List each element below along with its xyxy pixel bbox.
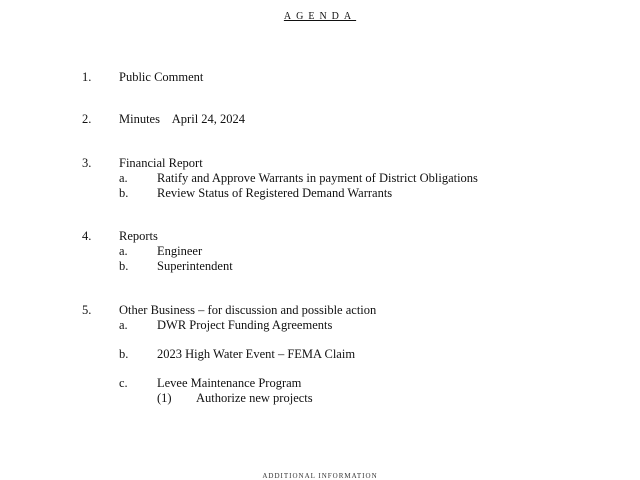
- subitem-fema-claim: 2023 High Water Event – FEMA Claim: [157, 347, 356, 361]
- item-heading-reports: Reports: [119, 229, 158, 243]
- subitem-review-warrants: Review Status of Registered Demand Warrants: [157, 186, 393, 200]
- item-heading-financial-report: Financial Report: [119, 156, 203, 170]
- subsubitem-authorize-projects: Authorize new projects: [196, 391, 313, 405]
- item-number: 5.: [82, 303, 92, 317]
- subitem-letter: c.: [119, 376, 128, 390]
- subitem-letter: a.: [119, 171, 128, 185]
- subitem-levee-maintenance: Levee Maintenance Program: [157, 376, 302, 390]
- item-heading-public-comment: Public Comment: [119, 70, 204, 84]
- subitem-letter: a.: [119, 244, 128, 258]
- subitem-letter: b.: [119, 347, 129, 361]
- subitem-engineer: Engineer: [157, 244, 203, 258]
- subitem-letter: b.: [119, 259, 129, 273]
- item-number: 2.: [82, 112, 92, 126]
- item-number: 1.: [82, 70, 92, 84]
- item-number: 4.: [82, 229, 92, 243]
- item-number: 3.: [82, 156, 92, 170]
- subitem-superintendent: Superintendent: [157, 259, 233, 273]
- subitem-ratify-warrants: Ratify and Approve Warrants in payment of District Obligations: [157, 171, 478, 185]
- subitem-letter: b.: [119, 186, 129, 200]
- subitem-dwr-funding: DWR Project Funding Agreements: [157, 318, 333, 332]
- page-title: AGENDA: [283, 11, 357, 22]
- item-heading-minutes: Minutes April 24, 2024: [119, 112, 246, 126]
- subsubitem-number: (1): [157, 391, 172, 405]
- subitem-letter: a.: [119, 318, 128, 332]
- footer-text: ADDITIONAL INFORMATION: [262, 472, 378, 480]
- item-heading-other-business: Other Business – for discussion and possible action: [119, 303, 377, 317]
